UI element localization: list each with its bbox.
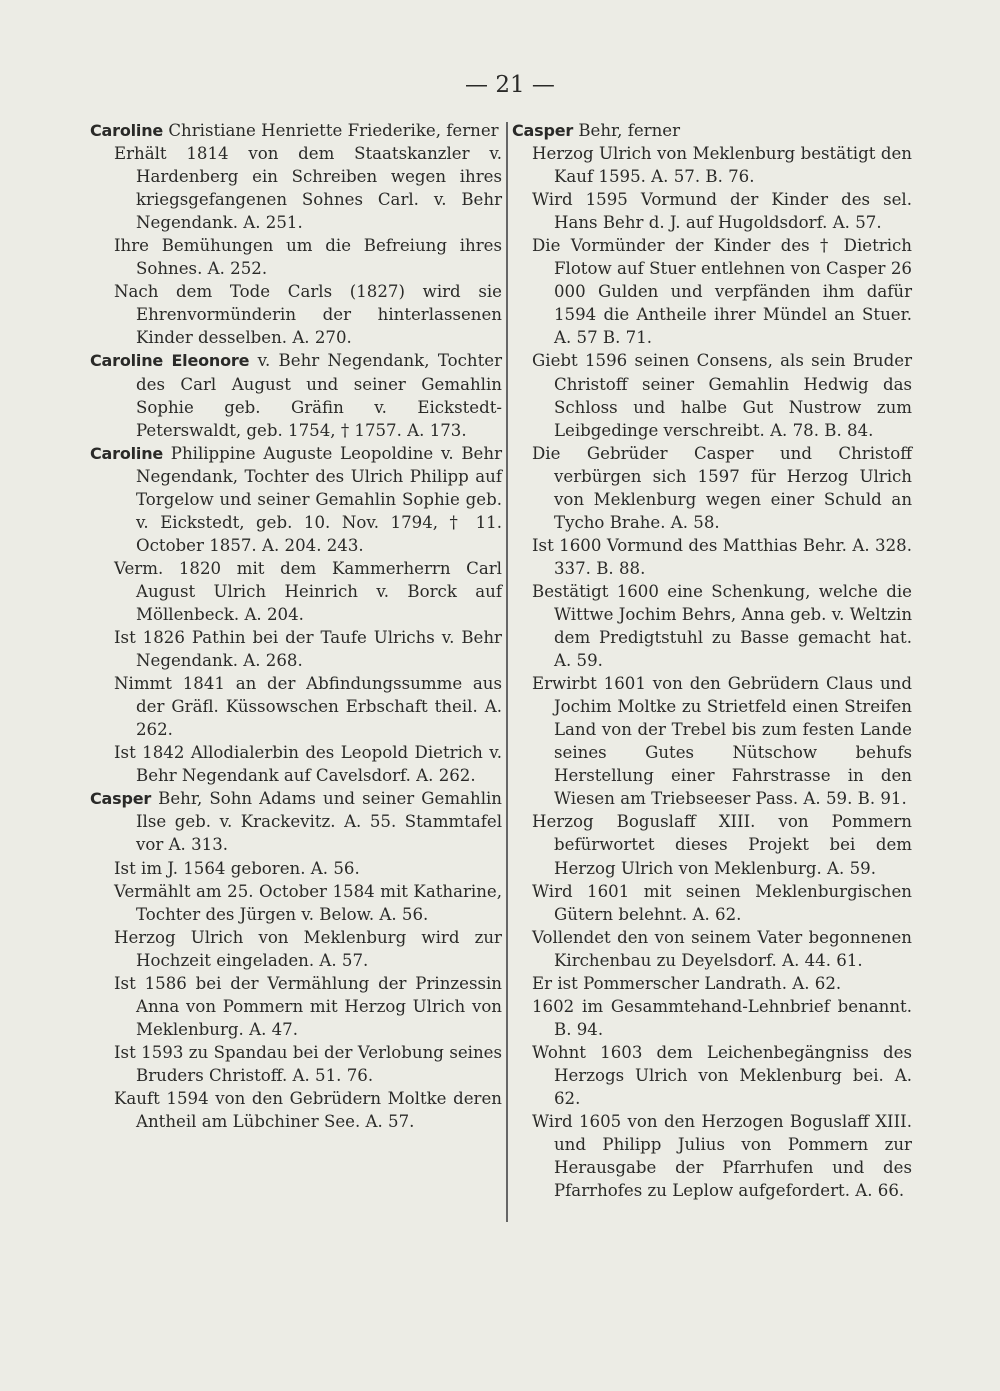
entry-subitem: Bestätigt 1600 eine Schenkung, welche die Wittwe Jochim Behrs, Anna geb. v. Weltzin dem Predigtstuhl zu Basse gemacht hat. A. 59. <box>532 581 912 671</box>
entry-text: Behr, Sohn Adams und seiner Gemahlin Ilse geb. v. Krackevitz. A. 55. Stammtafel vor A. 313. <box>136 789 502 855</box>
entry-subitem: Ist 1593 zu Spandau bei der Verlobung seines Bruders Christoff. A. 51. 76. <box>114 1042 502 1085</box>
entry-subitem: Ist 1842 Allodialerbin des Leopold Dietrich v. Behr Negendank auf Cavelsdorf. A. 262. <box>114 743 502 786</box>
right-column <box>512 119 912 1202</box>
entry-subitem: Herzog Boguslaff XIII. von Pommern befürwortet dieses Projekt bei dem Herzog Ulrich von Meklenburg. A. 59. <box>532 812 912 878</box>
entry-subitem: Wird 1605 von den Herzogen Boguslaff XIII. und Philipp Julius von Pommern zur Herausgabe der Pfarrhufen und des Pfarrhofes zu Leplow aufgefordert. A. 66. <box>532 1112 912 1201</box>
entry-subitem: Vermählt am 25. October 1584 mit Katharine, Tochter des Jürgen v. Below. A. 56. <box>114 881 502 924</box>
entry-text: v. Behr Negendank, Tochter des Carl August und seiner Gemahlin Sophie geb. Gräfin v. Eickstedt-Peterswaldt, geb. 1754, † 1757. A. 173. <box>136 351 503 440</box>
entry-heading <box>512 119 912 142</box>
entry-heading <box>90 349 502 441</box>
entry-subitem: Wird 1601 mit seinen Meklenburgischen Gütern belehnt. A. 62. <box>532 881 912 924</box>
entry-subitem: Ist 1826 Pathin bei der Taufe Ulrichs v. Behr Negendank. A. 268. <box>114 628 502 671</box>
entry-name: Caroline Eleonore <box>90 351 250 371</box>
entry-subitem: Ist 1600 Vormund des Matthias Behr. A. 328. 337. B. 88. <box>532 535 912 578</box>
entry-subitem: Nimmt 1841 an der Abfindungssumme aus der Gräfl. Küssowschen Erbschaft theil. A. 262. <box>114 674 502 740</box>
entry-subitem: Verm. 1820 mit dem Kammerherrn Carl August Ulrich Heinrich v. Borck auf Möllenbeck. A. 204. <box>114 558 502 624</box>
entry-subitem: Erwirbt 1601 von den Gebrüdern Claus und Jochim Moltke zu Strietfeld einen Streifen Land von der Trebel bis zum festen Lande seines Gutes Nütschow behufs Herstellung einer Fahrstrasse in den Wiesen am Triebseeser Pass. A. 59. B. 91. <box>532 674 912 809</box>
entry-subitem: Erhält 1814 von dem Staatskanzler v. Hardenberg ein Schreiben wegen ihres kriegsgefangenen Sohnes Carl. v. Behr Negendank. A. 251. <box>114 144 502 233</box>
entry-name: Casper <box>90 789 152 809</box>
entry-subitem: Ihre Bemühungen um die Befreiung ihres Sohnes. A. 252. <box>114 236 502 279</box>
entry-text: Christiane Henriette Friederike, ferner <box>168 121 499 140</box>
entry-heading <box>90 787 502 856</box>
entry-subitem: Die Vormünder der Kinder des † Dietrich Flotow auf Stuer entlehnen von Casper 26 000 Gulden und verpfänden ihm dafür 1594 die Antheile ihrer Mündel an Stuer. A. 57 B. 71. <box>532 236 912 348</box>
entry-subitem: Die Gebrüder Casper und Christoff verbürgen sich 1597 für Herzog Ulrich von Meklenburg wegen einer Schuld an Tycho Brahe. A. 58. <box>532 443 912 532</box>
entry-name: Casper <box>512 121 574 140</box>
entry-subitem: Ist im J. 1564 geboren. A. 56. <box>114 858 360 878</box>
entry-heading <box>90 119 502 142</box>
entry-heading <box>90 442 502 557</box>
entry-name: Caroline <box>90 121 164 140</box>
entry-text: Philippine Auguste Leopoldine v. Behr Negendank, Tochter des Ulrich Philipp auf Torgelow und seiner Gemahlin Sophie geb. v. Eickstedt, geb. 10. Nov. 1794, † 11. October 1857. A. 204. 243. <box>136 443 502 555</box>
left-column <box>90 119 502 1133</box>
entry-subitem: Giebt 1596 seinen Consens, als sein Bruder Christoff seiner Gemahlin Hedwig das Schloss und halbe Gut Nustrow zum Leibgedinge verschreibt. A. 78. B. 84. <box>532 351 912 440</box>
entry-subitem: Wird 1595 Vormund der Kinder des sel. Hans Behr d. J. auf Hugoldsdorf. A. 57. <box>532 190 912 233</box>
entry-subitem: 1602 im Gesammtehand-Lehnbrief benannt. B. 94. <box>532 996 912 1039</box>
entry-subitem: Er ist Pommerscher Landrath. A. 62. <box>532 973 842 993</box>
entry-subitem: Vollendet den von seinem Vater begonnenen Kirchenbau zu Deyelsdorf. A. 44. 61. <box>532 927 912 970</box>
entry-subitem: Herzog Ulrich von Meklenburg bestätigt den Kauf 1595. A. 57. B. 76. <box>532 144 912 187</box>
entry-subitem: Nach dem Tode Carls (1827) wird sie Ehrenvormünderin der hinterlassenen Kinder desselben. A. 270. <box>114 282 502 348</box>
entry-subitem: Wohnt 1603 dem Leichenbegängniss des Herzogs Ulrich von Meklenburg bei. A. 62. <box>532 1042 912 1108</box>
entry-name: Caroline <box>90 443 164 463</box>
entry-text: Behr, ferner <box>578 121 681 140</box>
entry-subitem: Herzog Ulrich von Meklenburg wird zur Hochzeit eingeladen. A. 57. <box>114 927 502 970</box>
entry-subitem: Kauft 1594 von den Gebrüdern Moltke deren Antheil am Lübchiner See. A. 57. <box>114 1088 502 1132</box>
column-divider <box>506 122 508 1222</box>
page-number: — 21 — <box>465 72 555 98</box>
entry-subitem: Ist 1586 bei der Vermählung der Prinzessin Anna von Pommern mit Herzog Ulrich von Meklenburg. A. 47. <box>114 973 502 1039</box>
